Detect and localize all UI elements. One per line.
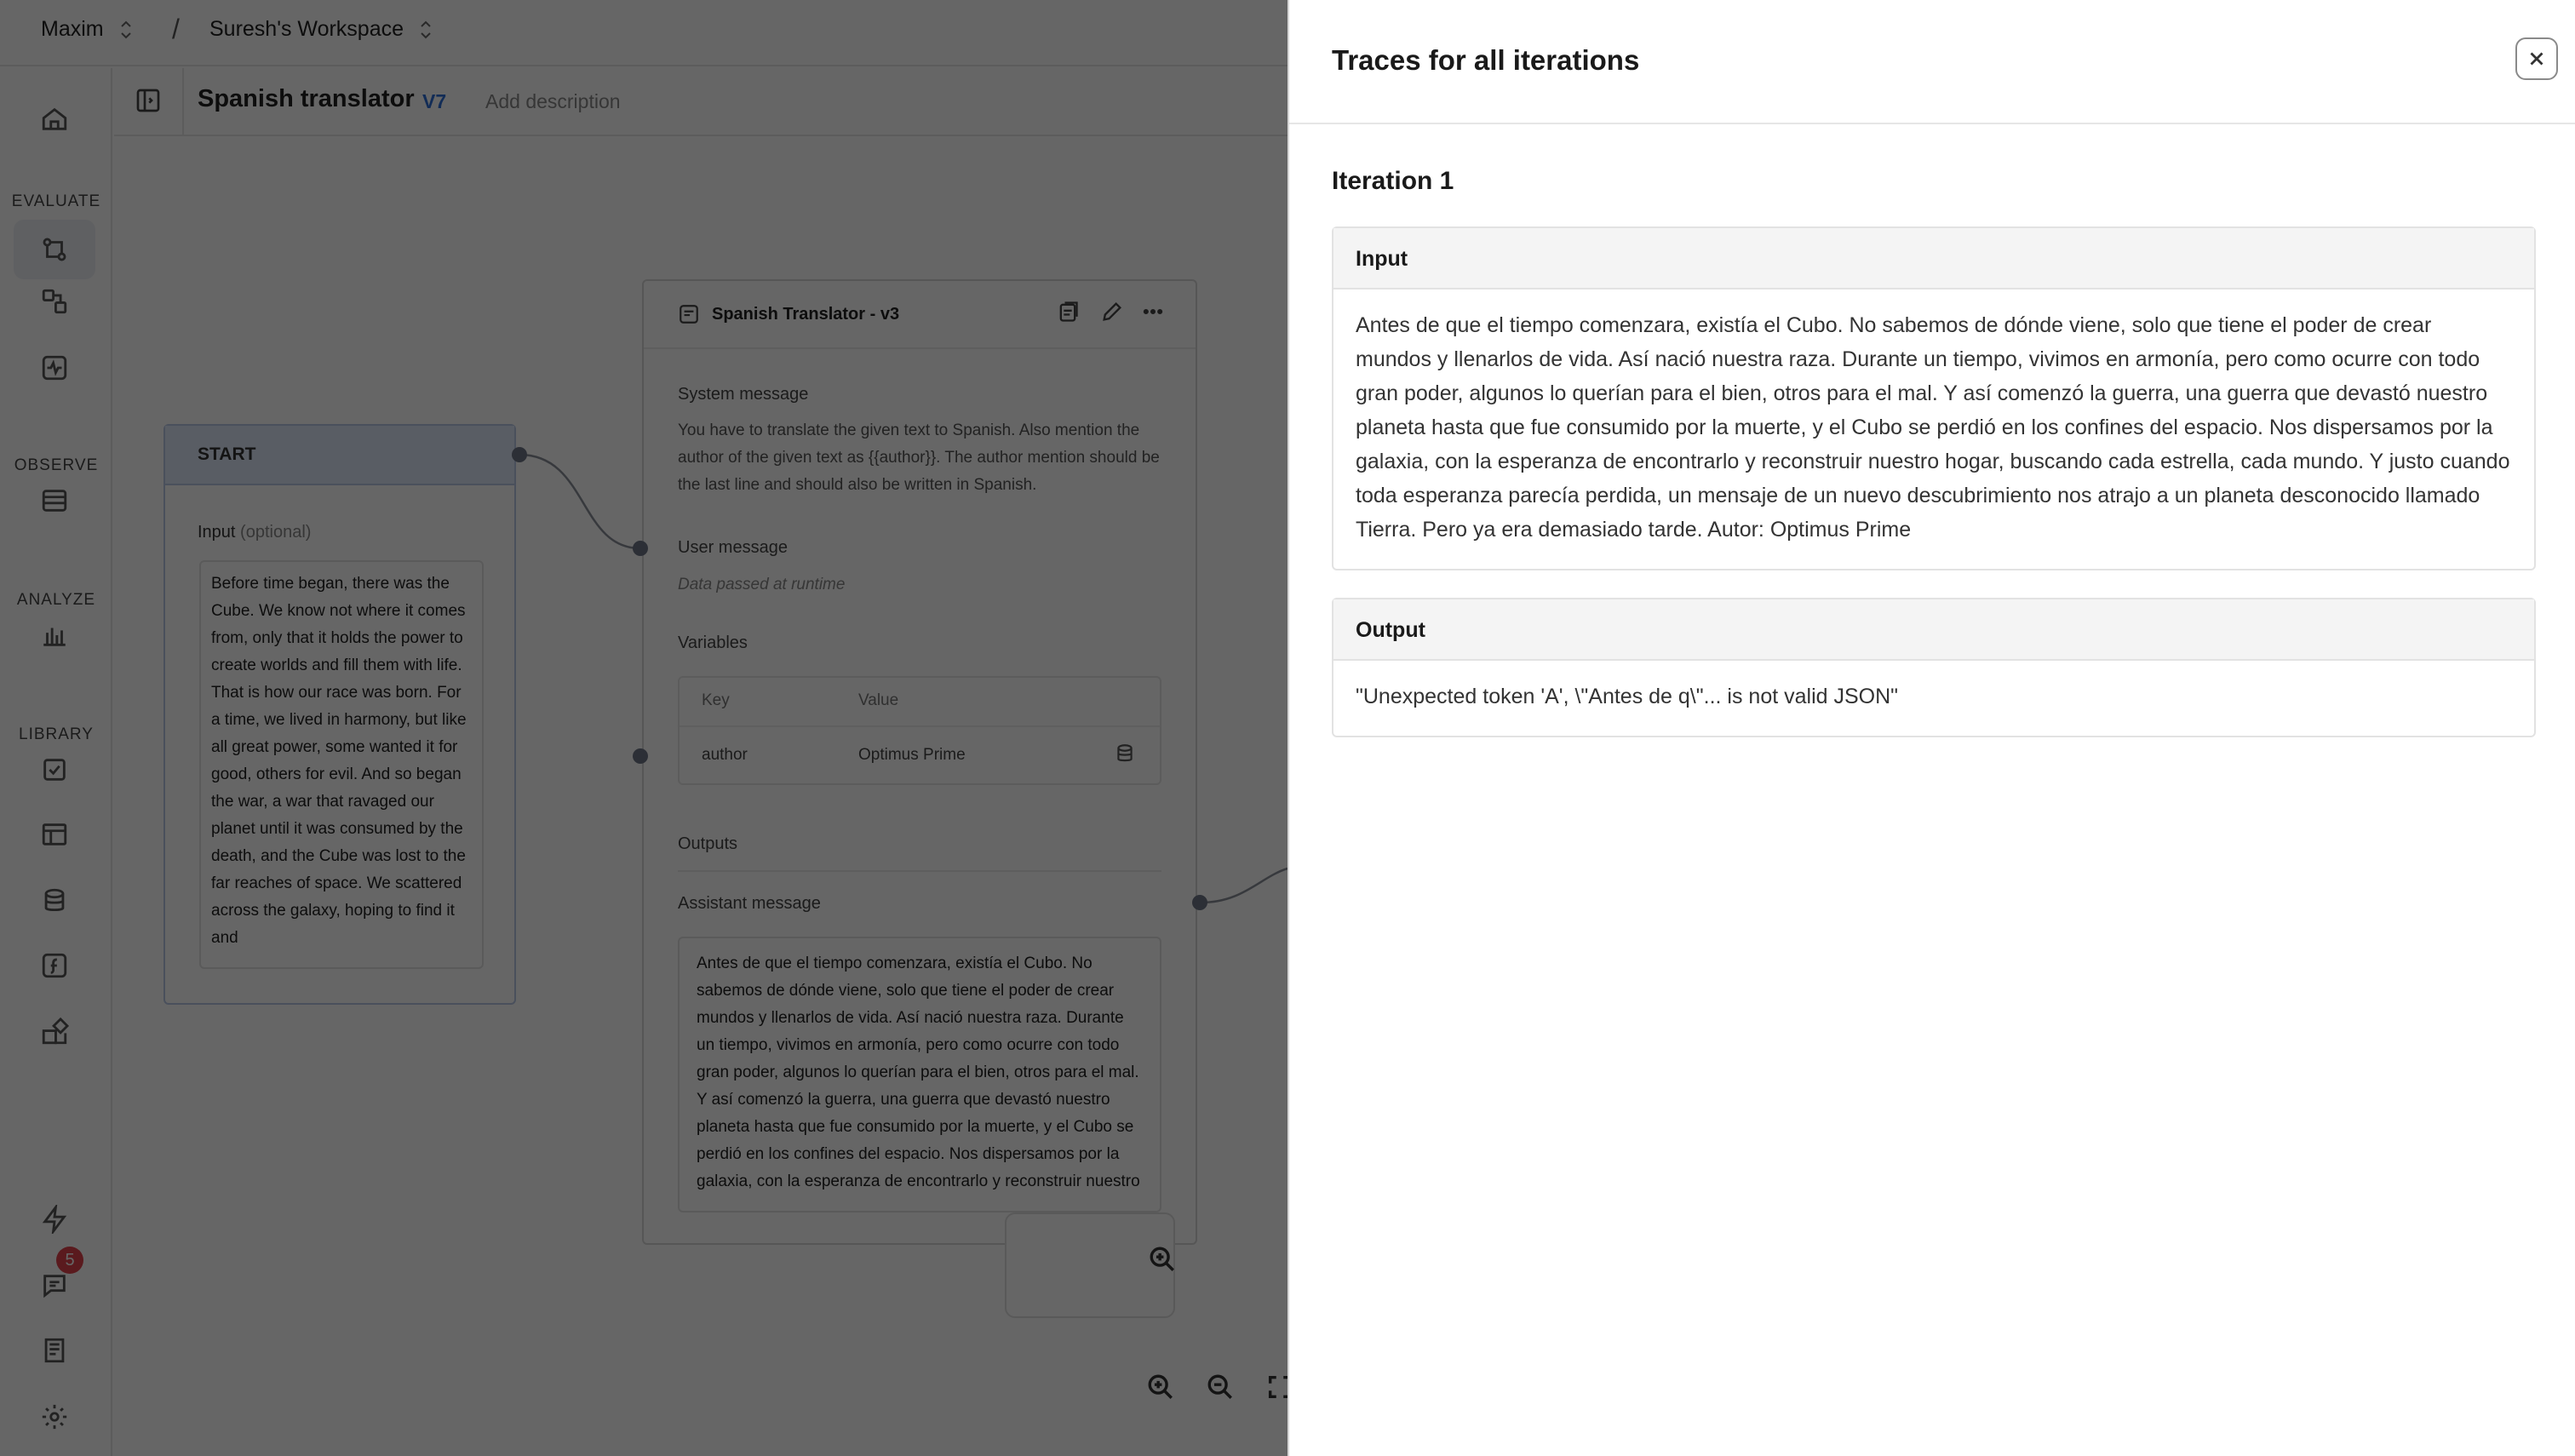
drawer-title: Traces for all iterations (1332, 44, 1640, 76)
close-button[interactable] (2515, 37, 2558, 80)
traces-drawer (1288, 0, 2575, 1456)
trace-output-card (1332, 598, 2536, 737)
trace-output-text: "Unexpected token 'A', \"Antes de q\"... is not valid JSON" (1356, 685, 1899, 708)
close-icon (2526, 48, 2548, 70)
drawer-header (1289, 0, 2575, 124)
trace-input-text: Antes de que el tiempo comenzara, existía el Cubo. No sabemos de dónde viene, solo que tiene el poder de crear mundos y llenarlos de vida. Así nació nuestra raza. Durante un tiempo, vivimos en armonía, pero como ocurre con todo gran poder, algunos lo querían para el bien, otros para el mal. Y así comenzó la guerra, una guerra que devastó nuestro planeta hasta que fue consumido por la muerte, y el Cubo se perdió en los confines del espacio. Nos dispersamos por la galaxia, con la esperanza de encontrarlo y reconstruir nuestro hogar, buscando cada estrella, cada mundo. Y justo cuando toda esperanza parecía perdida, un mensaje de un nuevo descubrimiento nos atrajo a un planeta desconocido llamado Tierra. Pero ya era demasiado tarde. Autor: Optimus Prime (1356, 313, 2510, 542)
iteration-title: Iteration 1 (1332, 167, 1454, 195)
trace-input-label: Input (1333, 228, 2534, 289)
trace-output-label: Output (1333, 599, 2534, 661)
trace-input-card (1332, 226, 2536, 570)
